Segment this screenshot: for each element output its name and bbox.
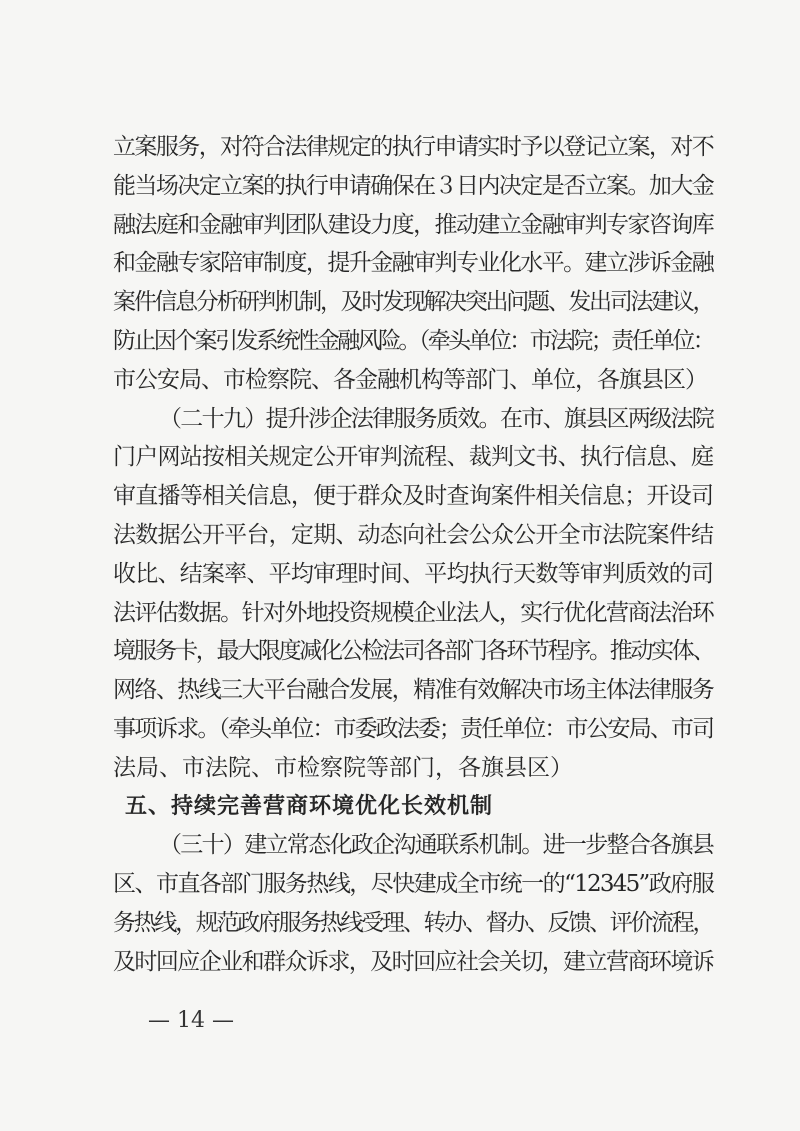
text-line: 和金融专家陪审制度，提升金融审判专业化水平。建立涉诉金融 xyxy=(113,250,713,277)
text-line: 法局、市法院、市检察院等部门，各旗县区） xyxy=(113,754,573,781)
text-line: 审直播等相关信息，便于群众及时查询案件相关信息；开设司 xyxy=(113,483,713,510)
paragraph-3 xyxy=(113,826,713,981)
body-text xyxy=(113,128,713,982)
text-line: 案件信息分析研判机制，及时发现解决突出问题、发出司法建议， xyxy=(113,289,713,316)
text-line: 事项诉求。（牵头单位：市委政法委；责任单位：市公安局、市司 xyxy=(113,715,713,742)
text-line: 法评估数据。针对外地投资规模企业法人，实行优化营商法治环 xyxy=(113,599,713,626)
text-line: 立案服务，对符合法律规定的执行申请实时予以登记立案，对不 xyxy=(113,134,713,160)
text-line: （二十九）提升涉企法律服务质效。在市、旗县区两级法院 xyxy=(159,405,713,432)
page-number: — 14 — xyxy=(148,1008,234,1033)
text-line: 务热线，规范政府服务热线受理、转办、督办、反馈、评价流程， xyxy=(113,909,713,936)
text-line: （三十）建立常态化政企沟通联系机制。进一步整合各旗县 xyxy=(159,832,713,859)
text-line: 法数据公开平台，定期、动态向社会公众公开全市法院案件结 xyxy=(113,521,713,548)
text-line: 收比、结案率、平均审理时间、平均执行天数等审判质效的司 xyxy=(113,560,713,587)
text-line: 能当场决定立案的执行申请确保在３日内决定是否立案。加大金 xyxy=(113,172,713,199)
text-line: 及时回应企业和群众诉求，及时回应社会关切，建立营商环境诉 xyxy=(113,948,713,975)
text-line: 境服务卡，最大限度减化公检法司各部门各环节程序。推动实体、 xyxy=(113,638,713,665)
text-line: 市公安局、市检察院、各金融机构等部门、单位，各旗县区） xyxy=(113,366,707,393)
text-line: 网络、热线三大平台融合发展，精准有效解决市场主体法律服务 xyxy=(113,677,713,704)
text-line: 融法庭和金融审判团队建设力度，推动建立金融审判专家咨询库 xyxy=(113,211,713,238)
text-line: 防止因个案引发系统性金融风险。（牵头单位：市法院；责任单位： xyxy=(113,327,713,354)
paragraph-1 xyxy=(113,128,713,400)
text-line: 区、市直各部门服务热线，尽快建成全市统一的“12345”政府服 xyxy=(113,871,713,898)
section-heading: 五、持续完善营商环境优化长效机制 xyxy=(125,793,494,819)
paragraph-2 xyxy=(113,400,713,788)
text-line: 门户网站按相关规定公开审判流程、裁判文书、执行信息、庭 xyxy=(113,444,713,471)
